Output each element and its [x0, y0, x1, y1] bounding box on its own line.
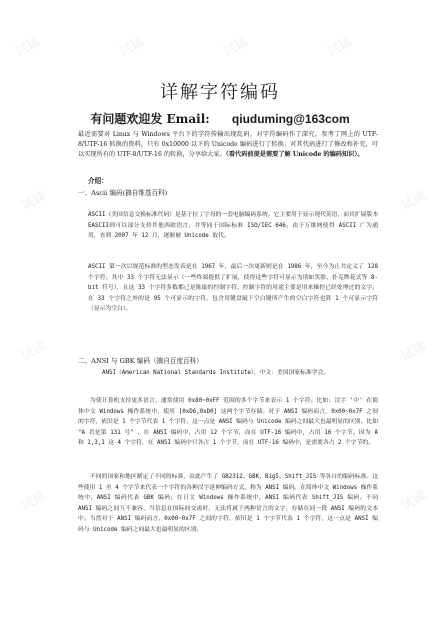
intro-text: 最近需要对 Linux 与 Windows 平台下的字符传输出现乱码，对字符编码作了深究。参考了网上的 UTF-8/UTF-16 转换的资料，只有 0x10000 以下的 Unicode 编码进行了转换；对其代码进行了修改和补充，可以实现所有的 UTF-8/UTF-16 的转换，分享给大家。 [78, 131, 378, 158]
watermark: 试读 [116, 34, 147, 60]
contact-email: qiuduming@163com [231, 112, 350, 126]
intro-paragraph [78, 130, 378, 160]
intro-bold-note: （看代码前提是需要了解 Unicode 的编码知识）。 [225, 151, 364, 158]
watermark: 试读 [398, 488, 429, 514]
watermark: 试读 [12, 34, 43, 60]
watermark: 试读 [18, 188, 49, 214]
ascii-paragraph-2: ASCII 第一次以规范标准的型态发表是在 1967 年，最后一次更新则是在 1986 年，至今为止共定义了 128 个字符；其中 33 个字符无法显示（一些终端提供了扩展，使得这些字符可显示为诸如笑脸、扑克牌花式等 8-bit 符号），且这 33 个字符多数都已是陈废的控制字符。控制字符的用途主要是用来操控已经处理过的文字。在 33 个字符之外的是 95 个可显示的字符，包含用键盘敲下空白键所产生的空白字符也算 1 个可显示字符（显示为空白）。 [88, 264, 378, 312]
section1-heading: 一、Ascii 编码(摘自维基百科) [78, 189, 168, 197]
ascii-paragraph-1: ASCII（美国信息交换标准代码）是基于拉丁字母的一套电脑编码系统。它主要用于显示现代英语，而其扩展版本EASCII则可以部分支持其他西欧语言，并等同于国际标准 ISO/IEC 646。由于万维网使得 ASCII 广为通用，直到 2007 年 12 月，逐渐被 Unicode 取代。 [88, 212, 378, 239]
watermark: 试读 [324, 34, 355, 60]
watermark: 试读 [18, 488, 49, 514]
watermark: 试读 [18, 338, 49, 364]
ansi-paragraph-2: 为使计算机支持更多语言，通常使用 0x80~0xFF 范围的多个字节来表示 1 个字符。比如：汉字 '中' 在简体中文 Windows 操作系统中，使用 [0xD6,0xD0] 这两个字节存储。对于 ANSI 编码而言，0x00~0x7F 之间的字符，依旧是 1 个字节代表 1 个字符。这一点是 ANSI 编码与 Unicode 编码之间最大也最明显的区别。比如 "A 君是第 131 号" ，在 ANSI 编码中，占用 12 个字节，而在 UTF-16 编码中，占用 16 个字节。因为 A 和 1,3,1 这 4 个字符，在 ANSI 编码中只各占 1 个字节，而在 UTF-16 编码中，是需要各占 2 个字节的。 [78, 398, 378, 446]
ansi-paragraph-3: 不同的国家和地区制定了不同的标准，由此产生了 GB2312、GBK、Big5、Shift_JIS 等各自的编码标准。这些使用 1 至 4 个字节来代表一个字符的各种汉字延伸编码方式，称为 ANSI 编码。在简体中文 Windows 操作系统中，ANSI 编码代表 GBK 编码；在日文 Windows 操作系统中，ANSI 编码代表 Shift_JIS 编码。不同 ANSI 编码之间互不兼容，当信息在国际间交流时，无法将属于两种语言的文字，存储在同一段 ANSI 编码的文本中。当然对于 ANSI 编码而言，0x00~0x7F 之间的字符，依旧是 1 个字节代表 1 个字符。这一点是 ANSI 编码与 Unicode 编码之间最大也最明显的区别。 [78, 474, 378, 533]
ansi-paragraph-1: ANSI（American National Standards Institute），中文：美国国家标准学会。 [102, 370, 330, 376]
section2-heading: 二、ANSI 与 GBK 编码（摘自百度百科） [78, 357, 203, 365]
document-title: 详解字符编码 [160, 82, 280, 104]
watermark: 试读 [220, 34, 251, 60]
intro-heading: 介绍： [88, 177, 108, 185]
contact-label: 有问题欢迎发 Email: [90, 112, 210, 126]
watermark: 试读 [398, 188, 429, 214]
watermark: 试读 [398, 338, 429, 364]
contact-line [0, 110, 440, 127]
